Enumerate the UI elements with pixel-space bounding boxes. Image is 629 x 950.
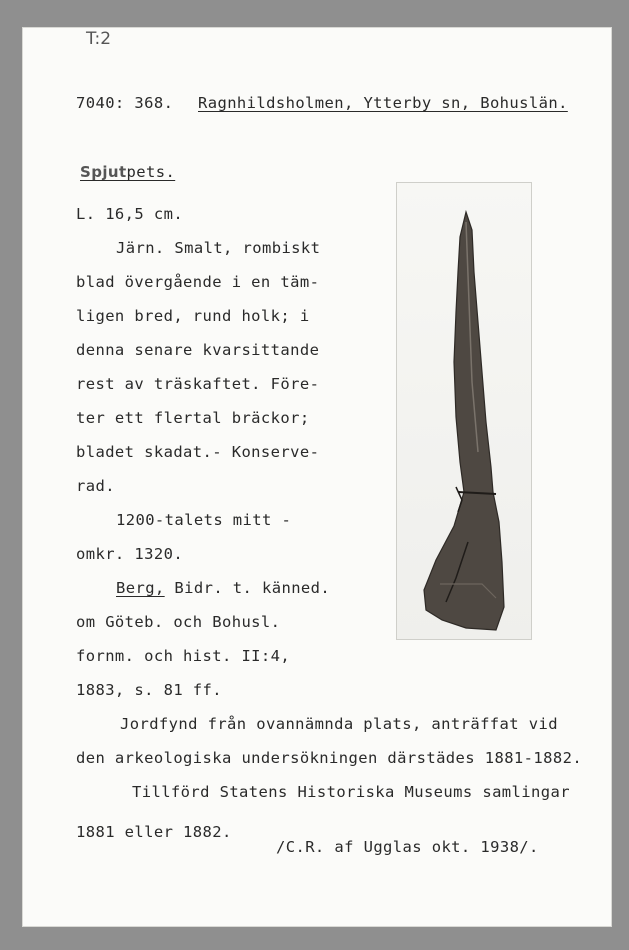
- description-line: rad.: [76, 477, 115, 495]
- find-note-line: Jordfynd från ovannämnda plats, anträffat vid: [120, 715, 558, 733]
- description-line: ligen bred, rund holk; i: [76, 307, 310, 325]
- title-suffix: pets.: [126, 163, 176, 181]
- description-line: Järn. Smalt, rombiskt: [116, 239, 321, 257]
- description-line: blad övergående i en täm-: [76, 273, 320, 291]
- acquisition-line: 1881 eller 1882.: [76, 823, 232, 841]
- reference-line: 1883, s. 81 ff.: [76, 681, 222, 699]
- reference-line: om Göteb. och Bohusl.: [76, 613, 281, 631]
- cataloguer-signature: /C.R. af Ugglas okt. 1938/.: [276, 838, 539, 856]
- reference-line: fornm. och hist. II:4,: [76, 647, 291, 665]
- reference-first-line: [116, 578, 330, 598]
- spearhead-shape: [424, 212, 504, 630]
- description-line: ter ett flertal bräckor;: [76, 409, 310, 427]
- catalog-number: 7040: 368.: [76, 94, 174, 112]
- handwritten-title-correction: Spjut: [80, 163, 127, 181]
- description-line: rest av träskaftet. Före-: [76, 375, 320, 393]
- description-line: denna senare kvarsittande: [76, 341, 320, 359]
- object-title: [80, 162, 175, 182]
- length: L. 16,5 cm.: [76, 205, 184, 223]
- reference-author: Berg,: [116, 579, 165, 597]
- dating-line: omkr. 1320.: [76, 545, 184, 563]
- acquisition-line: Tillförd Statens Historiska Museums samlingar: [132, 783, 570, 801]
- handwritten-reference: T:2: [86, 29, 112, 49]
- dating-line: 1200-talets mitt -: [116, 511, 292, 529]
- find-note-line: den arkeologiska undersökningen därstädes 1881-1882.: [76, 749, 583, 767]
- find-location: Ragnhildsholmen, Ytterby sn, Bohuslän.: [198, 94, 568, 112]
- reference-title: Bidr. t. känned.: [174, 579, 331, 597]
- artifact-photo: [396, 182, 532, 640]
- description-line: bladet skadat.- Konserve-: [76, 443, 320, 461]
- catalog-card: [22, 27, 612, 927]
- spearhead-image: [396, 182, 532, 640]
